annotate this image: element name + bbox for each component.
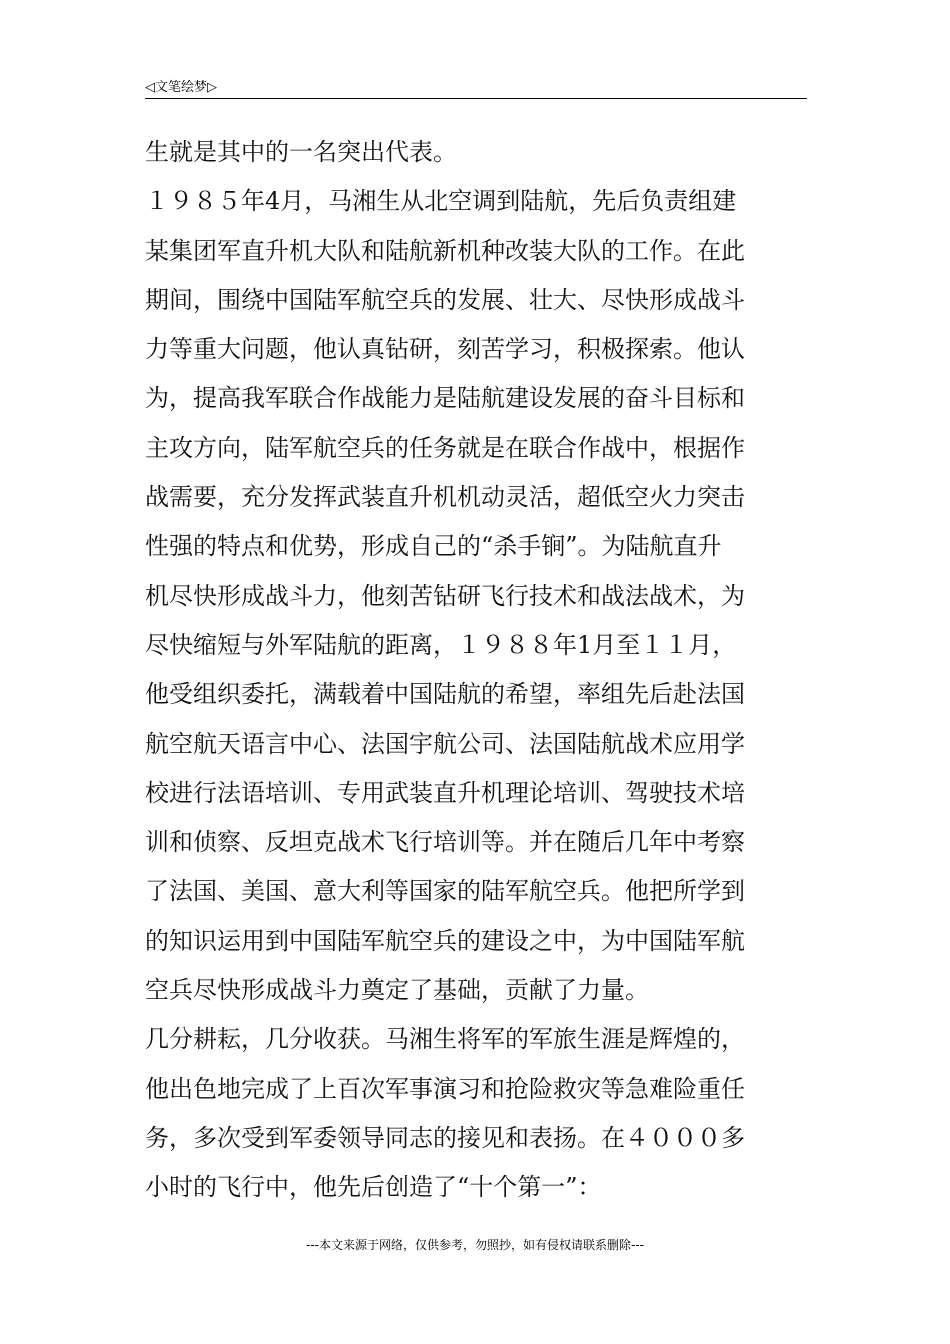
text-line: 期间，围绕中国陆军航空兵的发展、壮大、尽快形成战斗 [145,285,745,314]
text-line: 机尽快形成战斗力，他刻苦钻研飞行技术和战法战术，为 [145,581,745,610]
text-line: 了法国、美国、意大利等国家的陆军航空兵。他把所学到 [145,877,745,906]
text-line: 力等重大问题，他认真钻研，刻苦学习，积极探索。他认 [145,335,745,364]
text-line: 主攻方向，陆军航空兵的任务就是在联合作战中，根据作 [145,433,745,462]
text-line: 航空航天语言中心、法国宇航公司、法国陆航战术应用学 [145,729,745,758]
text-line: 空兵尽快形成战斗力奠定了基础，贡献了力量。 [145,976,649,1005]
text-line: 几分耕耘，几分收获。马湘生将军的军旅生涯是辉煌的， [145,1025,745,1054]
text-line: １９８５年4月，马湘生从北空调到陆航，先后负责组建 [145,187,737,216]
text-line: 务，多次受到军委领导同志的接见和表扬。在４０００多 [145,1123,745,1152]
header-title: ◁文笔绘梦▷ [145,80,217,95]
document-body [145,128,807,1213]
text-line: 的知识运用到中国陆军航空兵的建设之中，为中国陆军航 [145,926,745,955]
page-header [145,72,807,99]
text-line: 尽快缩短与外军陆航的距离，１９８８年1月至１１月， [145,630,737,659]
page-footer: ---本文来源于网络，仅供参考，勿照抄，如有侵权请联系删除--- [306,1238,644,1252]
text-line: 为，提高我军联合作战能力是陆航建设发展的奋斗目标和 [145,384,745,413]
text-line: 战需要，充分发挥武装直升机机动灵活，超低空火力突击 [145,483,745,512]
text-line: 校进行法语培训、专用武装直升机理论培训、驾驶技术培 [145,778,745,807]
text-line: 某集团军直升机大队和陆航新机种改装大队的工作。在此 [145,236,745,265]
text-line: 小时的飞行中，他先后创造了“十个第一”： [145,1173,602,1202]
text-line: 训和侦察、反坦克战术飞行培训等。并在随后几年中考察 [145,828,745,857]
text-line: 生就是其中的一名突出代表。 [145,138,457,166]
text-line: 性强的特点和优势，形成自己的“杀手锏”。为陆航直升 [145,532,722,561]
text-line: 他受组织委托，满载着中国陆航的希望，率组先后赴法国 [145,680,745,709]
text-line: 他出色地完成了上百次军事演习和抢险救灾等急难险重任 [145,1074,745,1103]
